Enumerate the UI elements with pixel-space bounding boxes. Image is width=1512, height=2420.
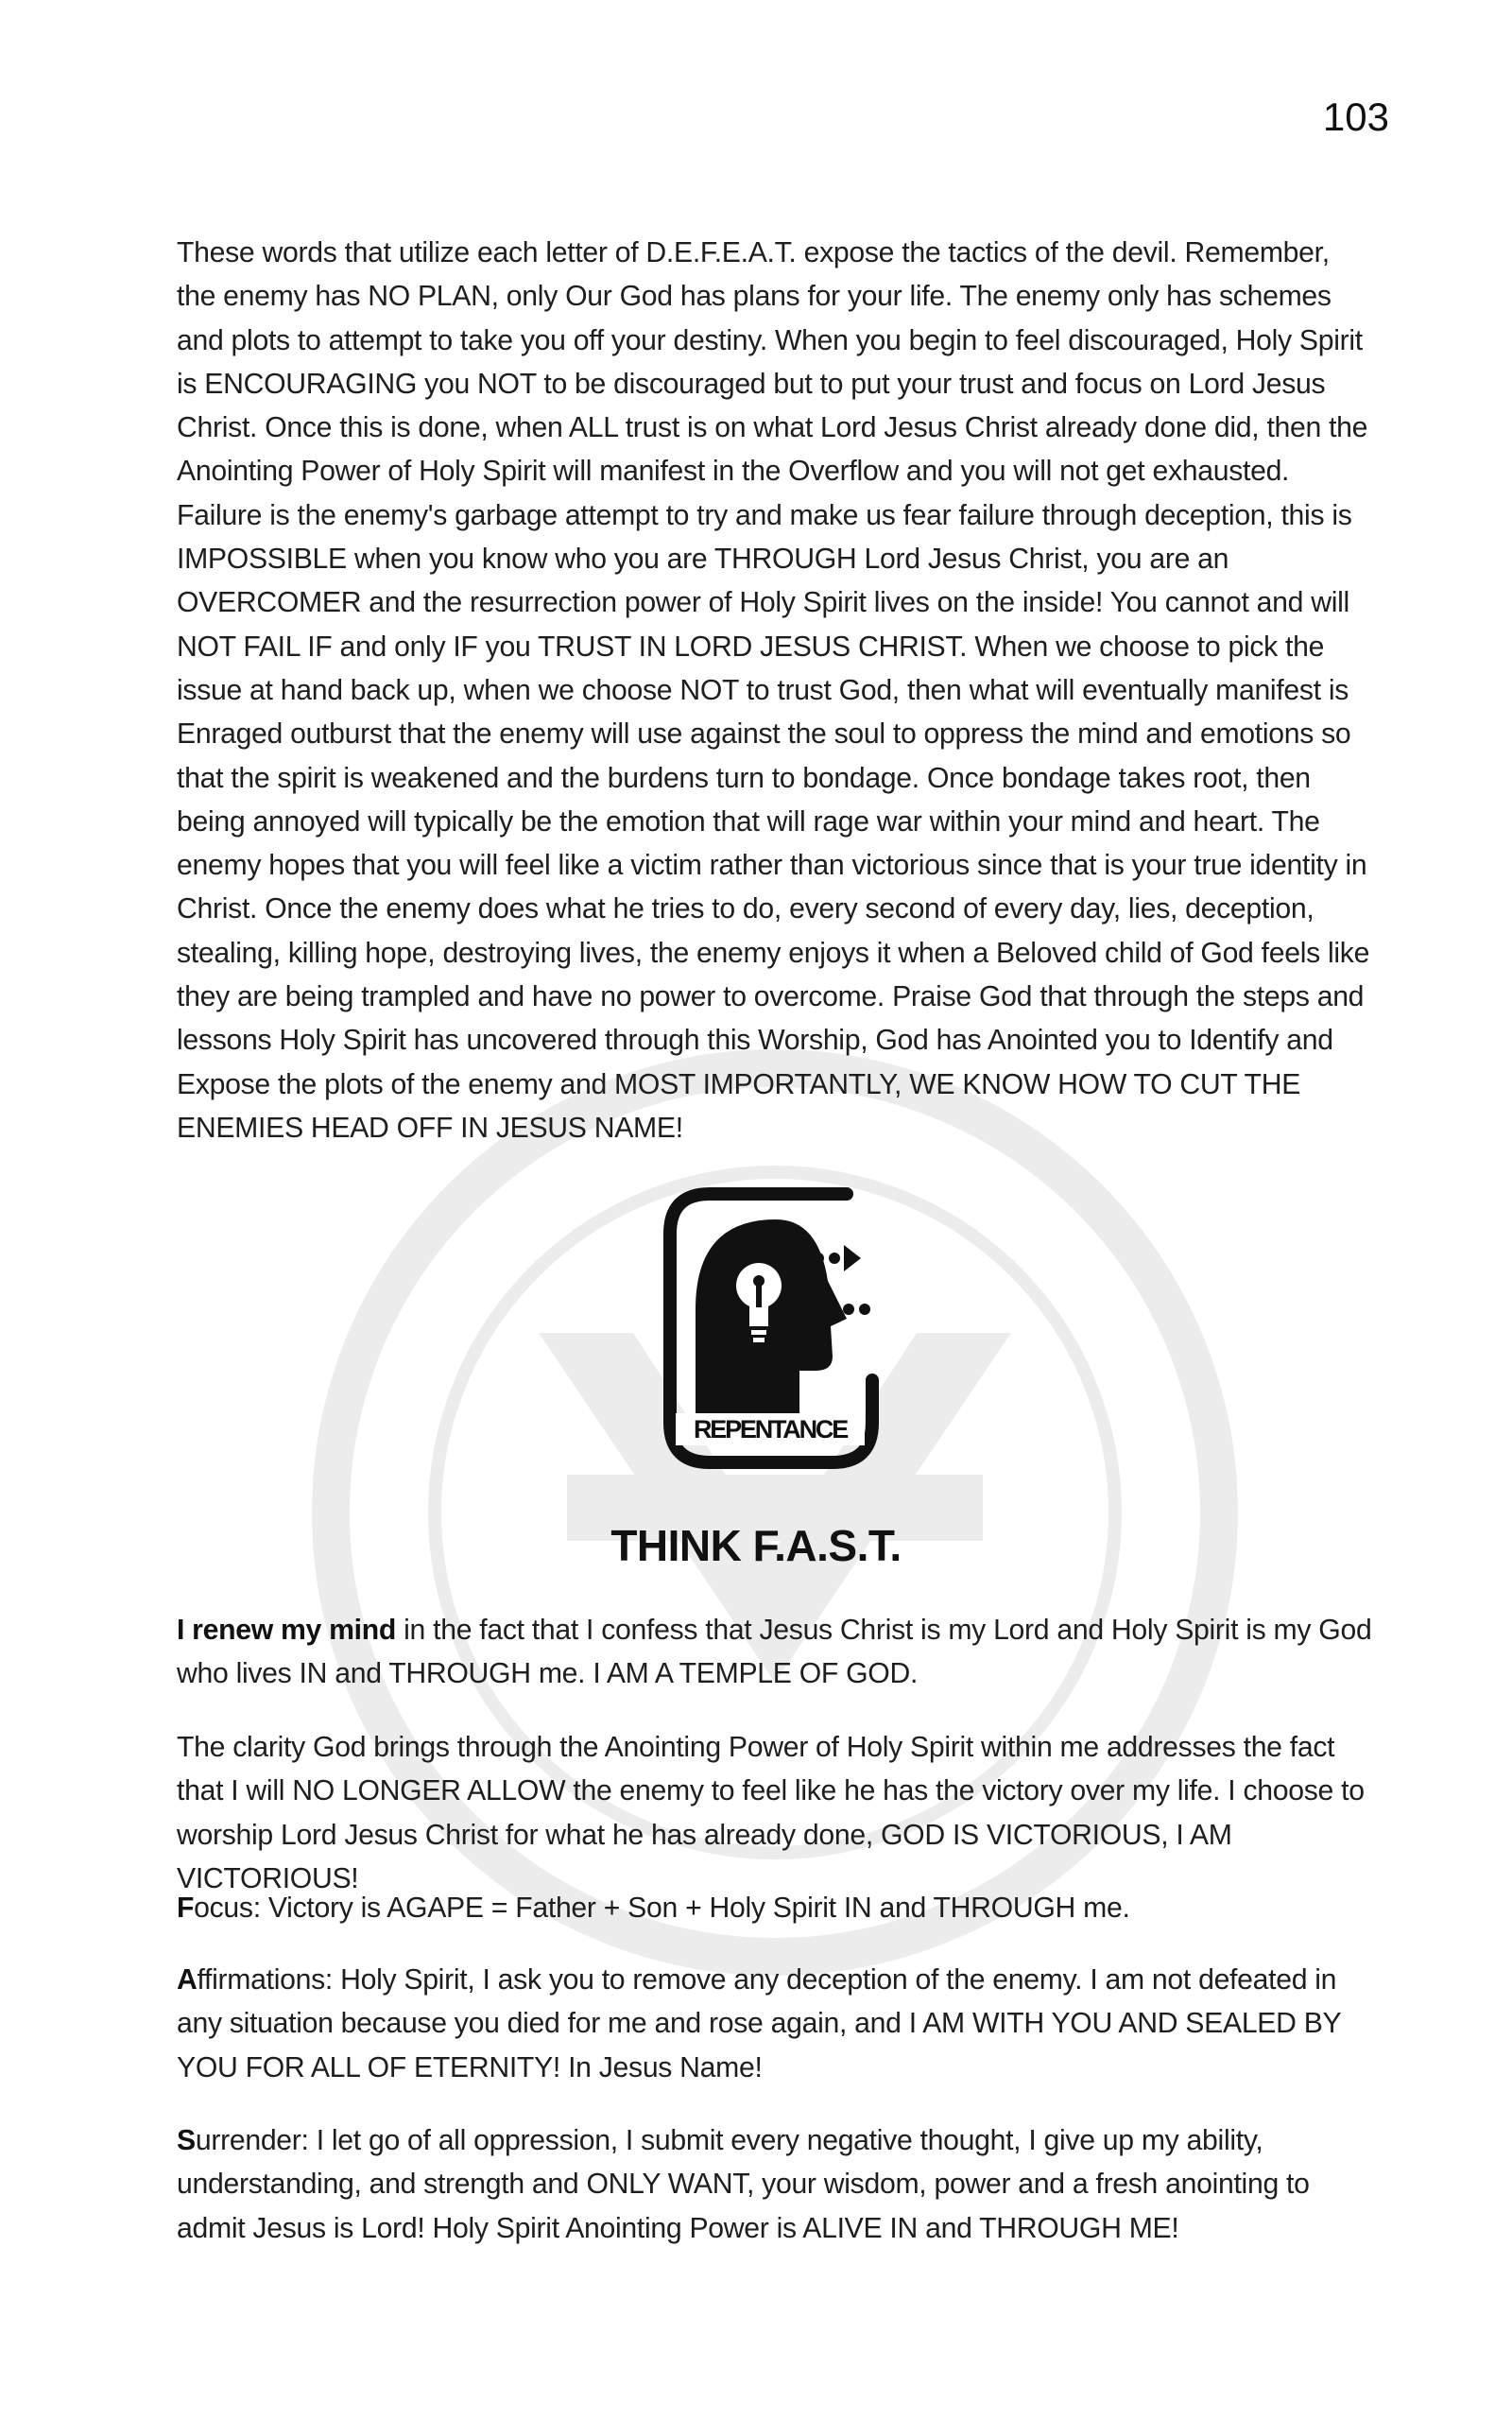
surrender-lead: S [177, 2125, 196, 2156]
focus-lead: F [177, 1893, 195, 1924]
think-lead: I renew my mind [177, 1615, 397, 1646]
page-number: 103 [1322, 95, 1389, 139]
focus-text: ocus: Victory is AGAPE = Father + Son + Holy Spirit IN and THROUGH me. [194, 1893, 1130, 1924]
focus-paragraph [177, 1887, 1372, 1930]
think-paragraph [177, 1609, 1372, 1697]
section-heading: THINK F.A.S.T. [610, 1521, 902, 1570]
surrender-text: urrender: I let go of all oppression, I submit every negative thought, I give up my ability, understanding, and strength and ONLY WANT, your wisdom, power and a fresh anointing to admit Jesus is Lord! Holy Spirit Anointing Power is ALIVE IN and THROUGH ME! [177, 2125, 1310, 2244]
repentance-logo [653, 1177, 889, 1479]
clarity-paragraph: The clarity God brings through the Anointing Power of Holy Spirit within me addresses the fact that I will NO LONGER ALLOW the enemy to feel like he has the victory over my life. I choose to worship Lord Jesus Christ for what he has already done, GOD IS VICTORIOUS, I AM VICTORIOUS! [177, 1732, 1365, 1894]
think-text: in the fact that I confess that Jesus Christ is my Lord and Holy Spirit is my God who lives IN and THROUGH me. I AM A TEMPLE OF GOD. [177, 1615, 1372, 1690]
logo-label: REPENTANCE [693, 1415, 848, 1443]
affirmations-lead: A [177, 1964, 198, 1996]
surrender-paragraph [177, 2119, 1372, 2251]
head-silhouette-icon [696, 1219, 847, 1413]
affirmations-paragraph [177, 1959, 1372, 2090]
intro-paragraph: These words that utilize each letter of D.E.F.E.A.T. expose the tactics of the devil. Remember, the enemy has NO PLAN, only Our God has plans for your life. The enemy only has schemes and plots to attempt to take you off your destiny. When you begin to feel discouraged, Holy Spirit is ENCOURAGING you NOT to be discouraged but to put your trust and focus on Lord Jesus Christ. Once this is done, when ALL trust is on what Lord Jesus Christ already done did, then the Anointing Power of Holy Spirit will manifest in the Overflow and you will not get exhausted. Failure is the enemy's garbage attempt to try and make us fear failure through deception, this is IMPOSSIBLE when you know who you are THROUGH Lord Jesus Christ, you are an OVERCOMER and the resurrection power of Holy Spirit lives on the inside! You cannot and will NOT FAIL IF and only IF you TRUST IN LORD JESUS CHRIST. When we choose to pick the issue at hand back up, when we choose NOT to trust God, then what will eventually manifest is Enraged outburst that the enemy will use against the soul to oppress the mind and emotions so that the spirit is weakened and the burdens turn to bondage. Once bondage takes root, then being annoyed will typically be the emotion that will rage war within your mind and heart. The enemy hopes that you will feel like a victim rather than victorious since that is your true identity in Christ. Once the enemy does what he tries to do, every second of every day, lies, deception, stealing, killing hope, destroying lives, the enemy enjoys it when a Beloved child of God feels like they are being trampled and have no power to overcome. Praise God that through the steps and lessons Holy Spirit has uncovered through this Worship, God has Anointed you to Identify and Expose the plots of the enemy and MOST IMPORTANTLY, WE KNOW HOW TO CUT THE ENEMIES HEAD OFF IN JESUS NAME! [177, 237, 1370, 1144]
affirmations-text: ffirmations: Holy Spirit, I ask you to remove any deception of the enemy. I am not defeated in any situation because you died for me and rose again, and I AM WITH YOU AND SEALED BY YOU FOR ALL OF ETERNITY! In Jesus Name! [177, 1964, 1341, 2083]
